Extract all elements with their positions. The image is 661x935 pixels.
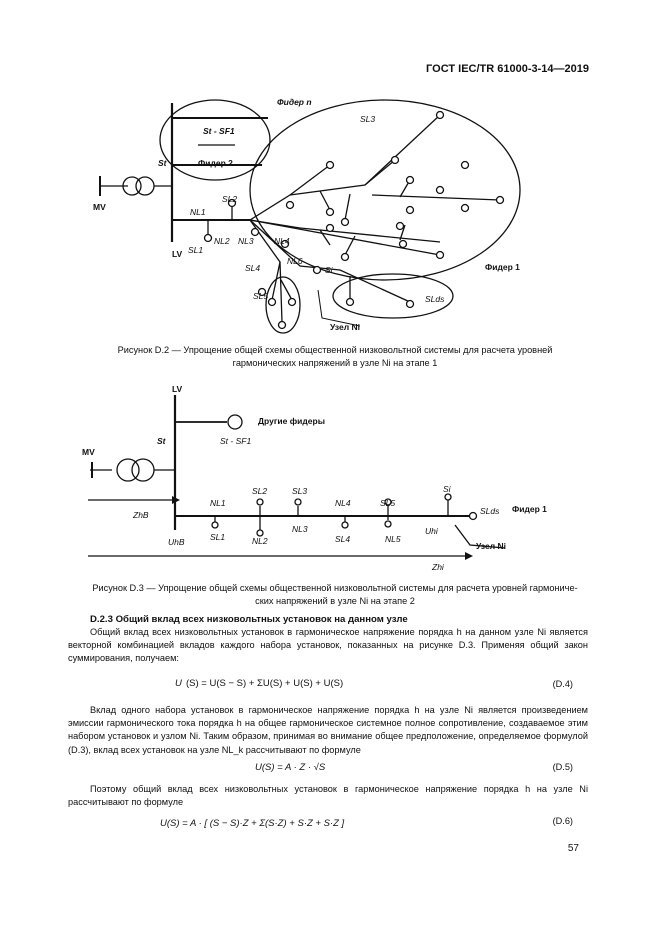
equation-d6-number: (D.6) xyxy=(552,816,573,826)
figure-d2 xyxy=(0,85,661,345)
label-nl2: NL2 xyxy=(214,236,230,246)
label-st-sf1: St - SF1 xyxy=(220,436,252,446)
label-sl1: SL1 xyxy=(210,532,226,542)
label-slds: SLds xyxy=(480,506,500,516)
equation-d4-number: (D.4) xyxy=(552,679,573,689)
label-feeder-1: Фидер 1 xyxy=(485,262,520,272)
label-si: Si xyxy=(325,265,333,275)
svg-text:U(S) = A · Z · √S: U(S) = A · Z · √S xyxy=(255,762,326,773)
label-sl4: SL4 xyxy=(335,534,351,544)
figure-d3 xyxy=(0,380,661,580)
page-number: 57 xyxy=(567,843,579,854)
equation-d5-number: (D.5) xyxy=(552,762,573,772)
label-sl4: SL4 xyxy=(245,263,261,273)
label-nl4: NL4 xyxy=(274,236,290,246)
label-node-ni: Узел Ni xyxy=(476,541,506,551)
label-sl1: SL1 xyxy=(188,245,204,255)
document-header: ГОСТ IEC/TR 61000-3-14—2019 xyxy=(426,63,589,75)
label-sl3: SL3 xyxy=(292,486,308,496)
section-title: D.2.3 Общий вклад всех низковольтных установок на данном узле xyxy=(90,614,408,625)
label-nl1: NL1 xyxy=(210,498,226,508)
label-slds: SLds xyxy=(425,294,445,304)
label-nl2: NL2 xyxy=(252,536,268,546)
label-nl6: NL6 xyxy=(287,256,303,266)
figure-d2-caption: Рисунок D.2 — Упрощение общей схемы общественной низковольтной системы для расчета уровней гармонических напряжений в узле Ni на этапе 1 xyxy=(117,345,553,368)
label-node-ni: Узел Ni xyxy=(330,322,360,332)
label-zhi: Zhi xyxy=(432,562,444,572)
label-other-feeders: Другие фидеры xyxy=(258,416,325,426)
label-si: Si xyxy=(443,484,451,494)
label-nl1: NL1 xyxy=(190,207,206,217)
paragraph-1: Общий вклад всех низковольтных установок в гармоническое напряжение порядка h на данном узле Ni является векторной комбинацией вкладов каждого набора установок, показанных на рисунке D.3. Применяя общий закон суммирования, получаем: xyxy=(68,627,588,664)
label-st: St xyxy=(157,436,166,446)
paragraph-2: Вклад одного набора установок в гармоническое напряжение порядка h на узле Ni является произведением эмиссии гармонического тока порядка h на общее гармоническое системное полное сопротивление, создаваемое этим набором установок и узлом Ni. Таким образом, принимая во внимание общее предположение, определяемое формулой (D.3), вклад всех установок на узле NL_k рассчитывают по формуле xyxy=(68,705,588,755)
label-st: St xyxy=(158,158,167,168)
label-mv: MV xyxy=(82,447,95,457)
svg-text:U: U xyxy=(175,678,182,689)
paragraph-3: Поэтому общий вклад всех низковольтных установок в гармоническое напряжение порядка h на узле Ni рассчитывают по формуле xyxy=(68,784,588,808)
label-zhb: ZhB xyxy=(133,510,149,520)
label-lv: LV xyxy=(172,384,183,394)
label-sl5: SL5 xyxy=(253,291,269,301)
label-uhb: UhB xyxy=(168,537,185,547)
label-nl5: NL5 xyxy=(385,534,401,544)
svg-text:U(S) = A · [ (S − S)·Z + Σ(S·Z: U(S) = A · [ (S − S)·Z + Σ(S·Z) + S·Z + S·Z ] xyxy=(160,818,345,829)
label-feeder-2: Фидер 2 xyxy=(198,158,233,168)
label-sl3: SL3 xyxy=(360,114,376,124)
figure-d3-caption: Рисунок D.3 — Упрощение общей схемы общественной низковольтной системы для расчета уровней гармониче- ских напряжений в узле Ni на этапе 2 xyxy=(92,583,578,606)
label-sl2: SL2 xyxy=(222,194,238,204)
label-uhi: Uhi xyxy=(425,526,438,536)
label-st-sf1: St - SF1 xyxy=(203,126,235,136)
svg-text:(S) = U(S − S) + ΣU(S) + U(S): (S) = U(S − S) + ΣU(S) + U(S) + U(S) xyxy=(186,678,344,689)
label-sl2: SL2 xyxy=(252,486,268,496)
label-mv: MV xyxy=(93,202,106,212)
label-sl5: SL5 xyxy=(380,498,396,508)
label-nl3: NL3 xyxy=(238,236,254,246)
label-nl3: NL3 xyxy=(292,524,308,534)
label-feeder-n: Фидер n xyxy=(277,97,312,107)
label-lv: LV xyxy=(172,249,183,259)
label-nl4: NL4 xyxy=(335,498,351,508)
label-feeder-1: Фидер 1 xyxy=(512,504,547,514)
